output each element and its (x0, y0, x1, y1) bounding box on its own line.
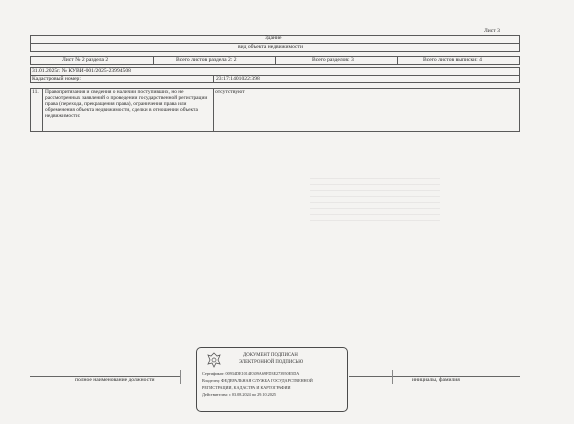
emblem-icon (205, 351, 223, 369)
stamp-owner-1: Владелец: ФЕДЕРАЛЬНАЯ СЛУЖБА ГОСУДАРСТВЕННОЙ (202, 378, 313, 383)
sheet-of-section: Лист № 2 раздела 2 (62, 57, 109, 63)
divider (30, 75, 520, 76)
divider (213, 75, 214, 83)
total-sections: Всего разделов: 3 (312, 57, 354, 63)
divider (397, 56, 398, 65)
divider (42, 88, 43, 132)
divider (275, 56, 276, 65)
stamp-title-2: ЭЛЕКТРОННОЙ ПОДПИСЬЮ (239, 360, 304, 365)
row-description: Правопритязания и сведения о наличии поступивших, но не рассмотренных заявлений о проведении государственной регистрации права (перехода, прекращения права), ограничения права или обременения объекта недвижимости, сделки в отношении объекта недвижимости: (45, 89, 208, 120)
divider (213, 88, 214, 132)
object-type-caption: вид объекта недвижимости (238, 44, 303, 50)
divider (392, 370, 393, 384)
position-caption: полное наименование должности (75, 377, 155, 383)
divider (153, 56, 154, 65)
record-date-number: 31.01.2025г. № КУВИ-001/2025-23994508 (32, 68, 131, 74)
row-number: 11. (32, 89, 39, 95)
stamp-owner-2: РЕГИСТРАЦИИ, КАДАСТРА И КАРТОГРАФИИ (202, 385, 291, 390)
stamp-valid: Действителен: с 03.08.2024 по 29.10.2025 (202, 392, 277, 397)
divider (180, 370, 181, 384)
initials-caption: инициалы, фамилия (412, 377, 460, 383)
cadastral-label: Кадастровый номер: (32, 76, 81, 82)
object-type: Здание (265, 35, 282, 41)
electronic-signature-stamp (196, 347, 348, 412)
row-value: отсутствуют (215, 89, 245, 95)
bleed-through-text (310, 178, 440, 226)
stamp-title-1: ДОКУМЕНТ ПОДПИСАН (243, 353, 298, 358)
cadastral-number: 23:17:1401022:398 (216, 76, 260, 82)
stamp-certificate: Сертификат: 00934DE1014E309A69FD3E273950E5DA (202, 371, 300, 376)
total-sheets-extract: Всего листов выписки: 4 (423, 57, 482, 63)
total-sheets-section: Всего листов раздела 2: 2 (176, 57, 237, 63)
sheet-label: Лист 3 (484, 28, 500, 34)
